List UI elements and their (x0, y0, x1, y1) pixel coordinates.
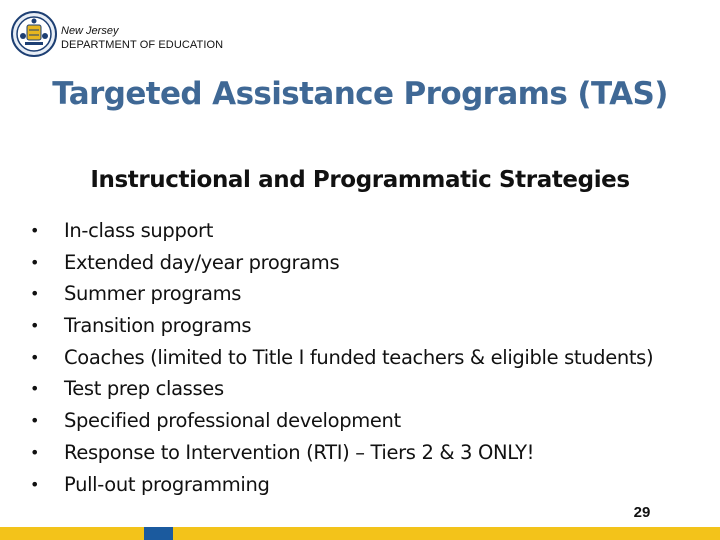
page-number: 29 (633, 504, 651, 521)
bullet-dot-icon: • (30, 379, 40, 399)
list-item (30, 342, 653, 374)
list-item (30, 405, 653, 437)
footer-blue-segment (144, 527, 173, 540)
department-name: DEPARTMENT OF EDUCATION (61, 39, 224, 51)
bullet-dot-icon: • (30, 284, 40, 304)
list-item (30, 469, 653, 501)
bullet-dot-icon: • (30, 474, 40, 494)
bullet-dot-icon: • (30, 347, 40, 367)
footer-yellow-segment (173, 527, 720, 540)
list-item-text: Coaches (limited to Title I funded teachers & eligible students) (64, 345, 654, 369)
list-item-text: Transition programs (64, 314, 252, 338)
slide-title: Targeted Assistance Programs (TAS) (52, 76, 668, 112)
list-item (30, 373, 653, 405)
footer-yellow-segment (0, 527, 144, 540)
list-item (30, 215, 653, 247)
list-item (30, 247, 653, 279)
list-item-text: Extended day/year programs (64, 250, 340, 274)
list-item-text: Specified professional development (64, 409, 401, 433)
slide-subtitle: Instructional and Programmatic Strategies (90, 167, 630, 193)
list-item (30, 278, 653, 310)
bullet-dot-icon: • (30, 252, 40, 272)
state-name: New Jersey (61, 25, 119, 37)
bullet-dot-icon: • (30, 442, 40, 462)
list-item-text: In-class support (64, 219, 214, 242)
strategy-list (30, 215, 653, 500)
list-item-text: Test prep classes (64, 377, 224, 401)
footer-color-band (0, 527, 720, 540)
bullet-dot-icon: • (30, 411, 40, 431)
list-item-text: Summer programs (64, 282, 242, 306)
list-item-text: Response to Intervention (RTI) – Tiers 2 & 3 ONLY! (64, 440, 535, 464)
department-header (61, 24, 223, 52)
list-item (30, 310, 653, 342)
bullet-dot-icon: • (30, 316, 40, 336)
list-item-text: Pull-out programming (64, 472, 270, 496)
list-item (30, 437, 653, 469)
bullet-dot-icon: • (30, 221, 40, 240)
nj-state-seal-icon (11, 11, 57, 57)
